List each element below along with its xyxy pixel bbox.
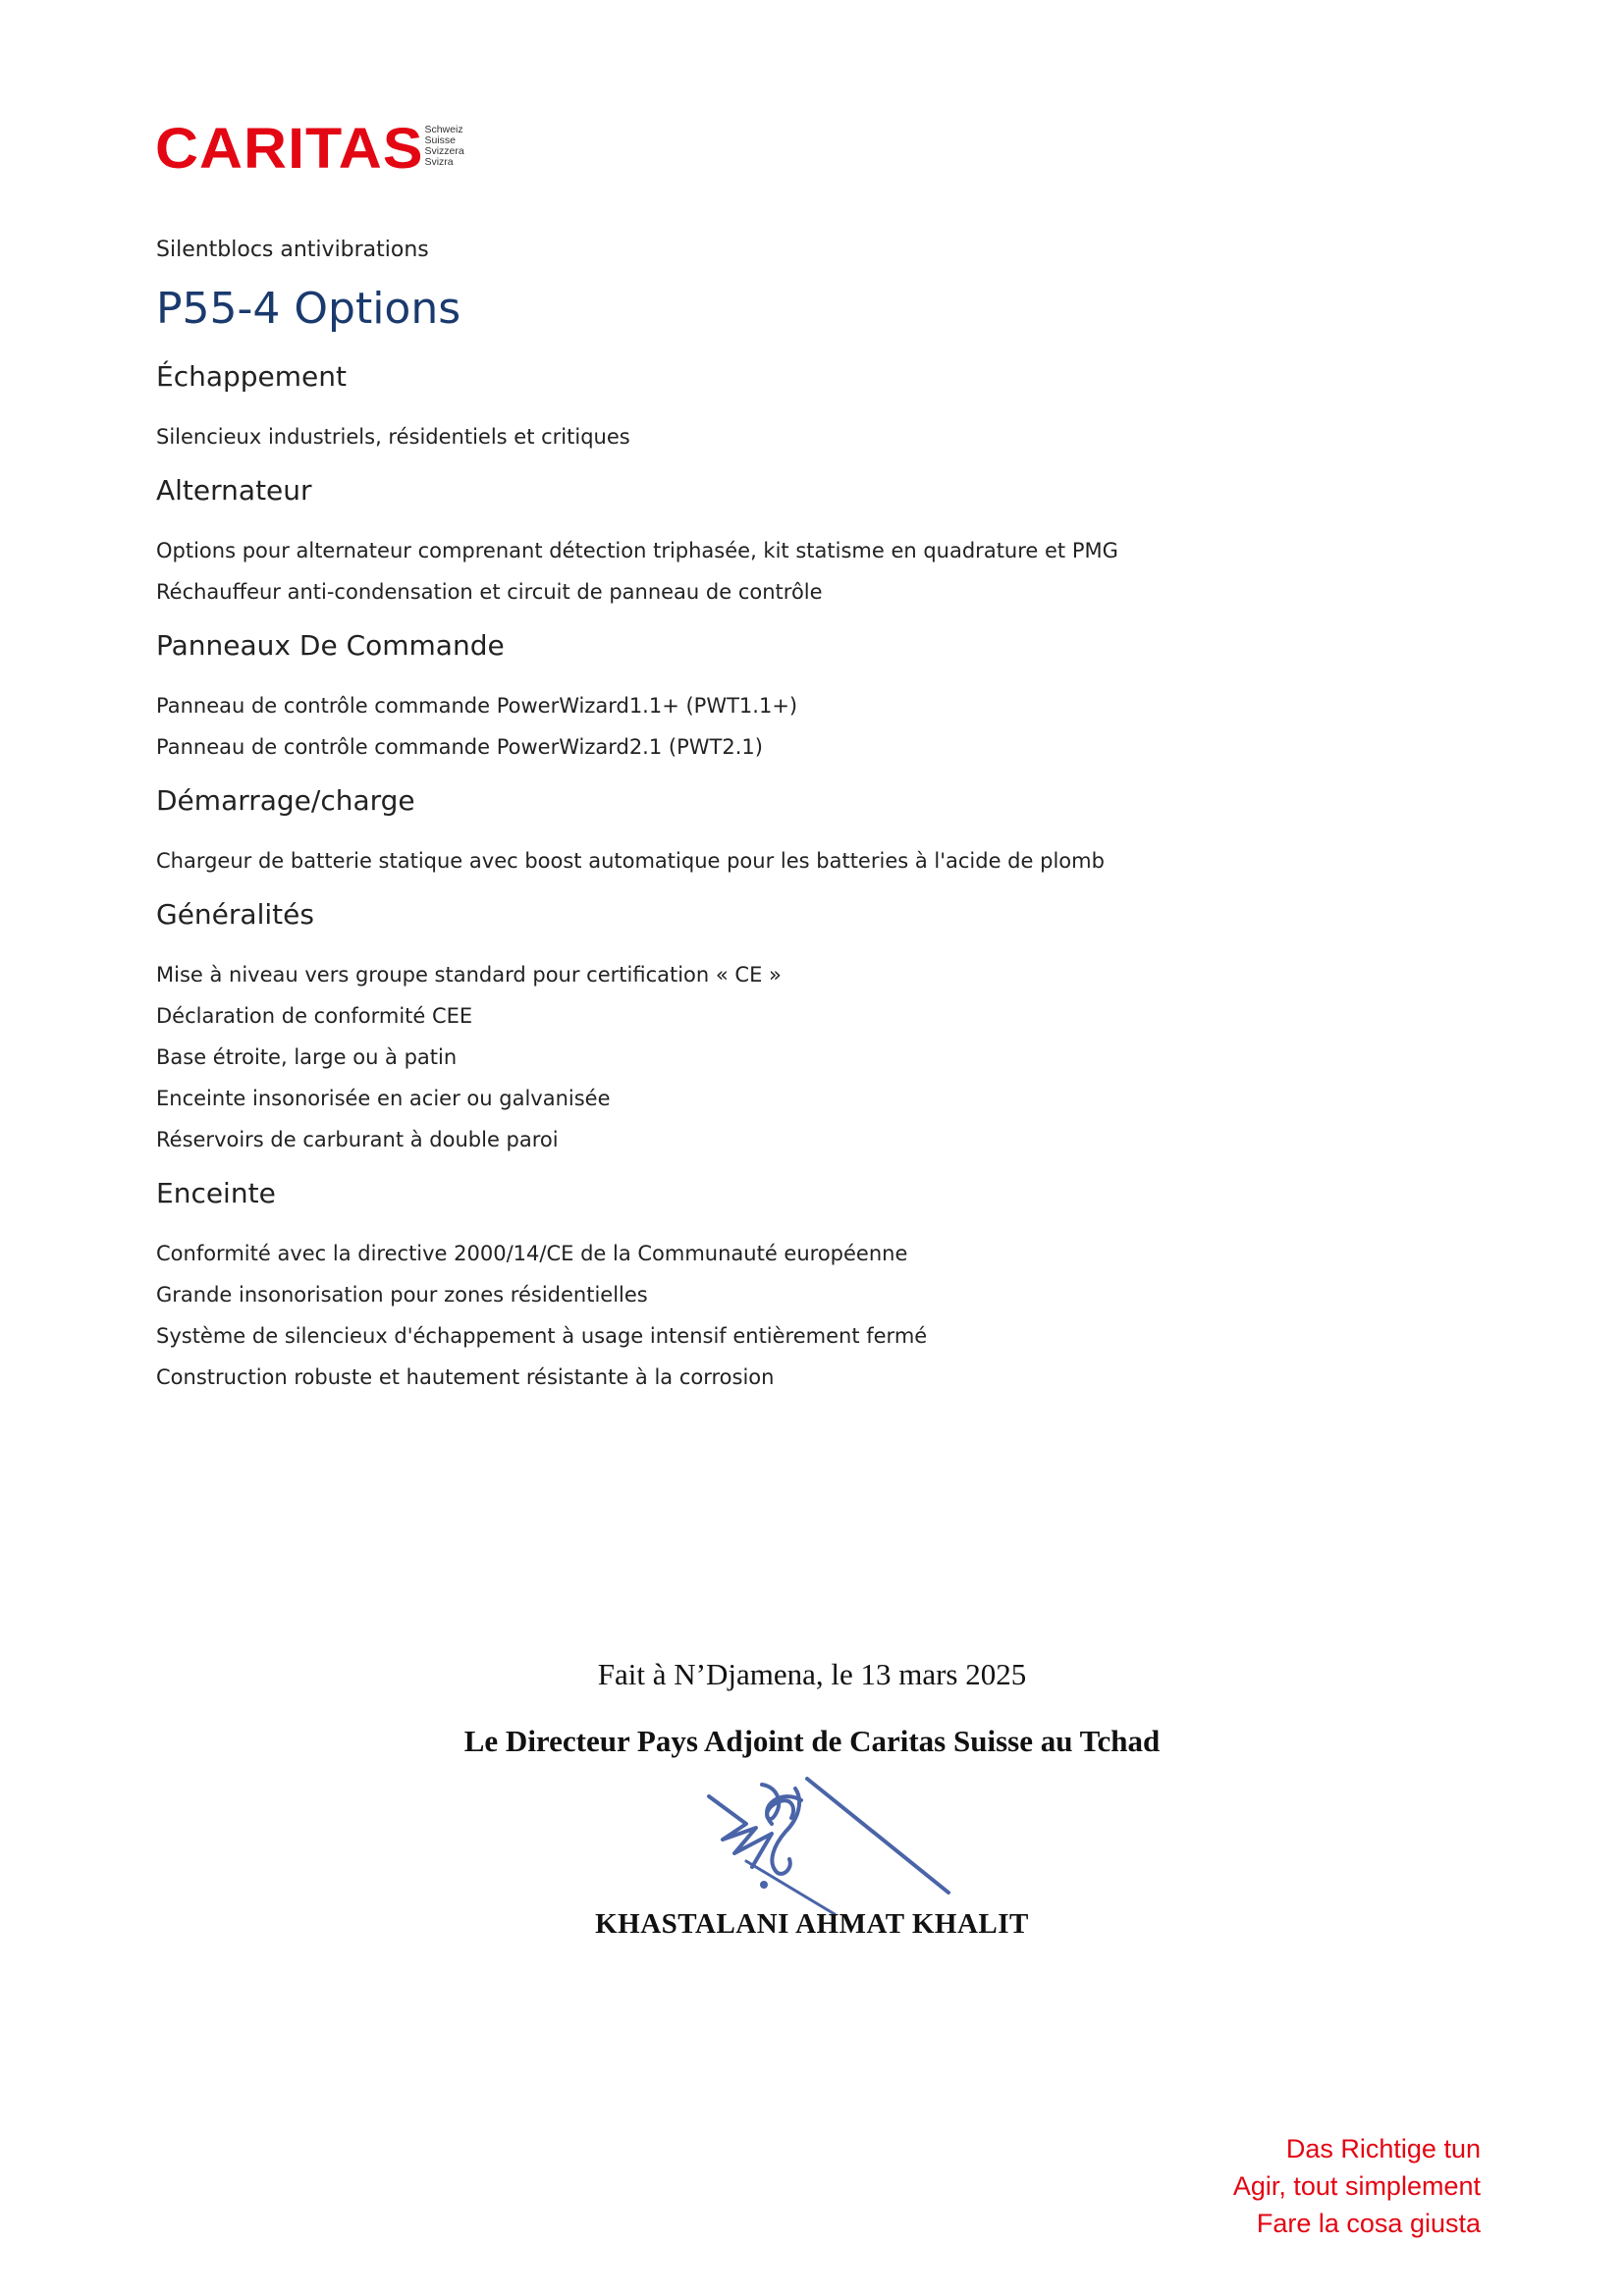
list-item: Réservoirs de carburant à double paroi xyxy=(156,1128,559,1151)
section-heading: Alternateur xyxy=(156,474,312,507)
list-item: Panneau de contrôle commande PowerWizard2.1 (PWT2.1) xyxy=(156,735,763,759)
list-item: Réchauffeur anti-condensation et circuit de panneau de contrôle xyxy=(156,580,823,604)
section-items xyxy=(156,840,1433,881)
list-item: Panneau de contrôle commande PowerWizard1.1+ (PWT1.1+) xyxy=(156,694,798,718)
section xyxy=(156,1176,1433,1398)
section-items xyxy=(156,685,1433,768)
logo-language: Schweiz xyxy=(424,124,463,135)
slogan-it: Fare la cosa giusta xyxy=(1256,2209,1481,2238)
slogan-fr: Agir, tout simplement xyxy=(1232,2171,1481,2201)
section-heading: Généralités xyxy=(156,898,314,931)
section xyxy=(156,783,1433,881)
main-content xyxy=(156,236,1433,1398)
caritas-logo xyxy=(155,117,464,181)
list-item: Système de silencieux d'échappement à usage intensif entièrement fermé xyxy=(156,1324,928,1348)
section-heading: Démarrage/charge xyxy=(156,784,415,817)
section-items xyxy=(156,1233,1433,1398)
logo-language: Svizra xyxy=(424,156,454,168)
section xyxy=(156,897,1433,1160)
list-item: Construction robuste et hautement résistante à la corrosion xyxy=(156,1365,775,1389)
list-item: Mise à niveau vers groupe standard pour certification « CE » xyxy=(156,963,782,987)
list-item: Conformité avec la directive 2000/14/CE de la Communauté européenne xyxy=(156,1242,908,1265)
section-heading: Échappement xyxy=(156,360,347,393)
footer-slogans xyxy=(1233,2130,1481,2242)
list-item: Enceinte insonorisée en acier ou galvanisée xyxy=(156,1087,611,1110)
options-sections xyxy=(156,359,1433,1398)
slogan-de: Das Richtige tun xyxy=(1285,2134,1481,2163)
list-item: Déclaration de conformité CEE xyxy=(156,1004,473,1028)
logo-language: Svizzera xyxy=(424,145,464,157)
section-heading: Enceinte xyxy=(156,1177,276,1209)
section-items xyxy=(156,954,1433,1160)
place-date: Fait à N’Djamena, le 13 mars 2025 xyxy=(597,1657,1027,1691)
list-item: Chargeur de batterie statique avec boost automatique pour les batteries à l'acide de plomb xyxy=(156,849,1105,873)
list-item: Silencieux industriels, résidentiels et critiques xyxy=(156,425,630,449)
section-items xyxy=(156,416,1433,457)
section-heading: Panneaux De Commande xyxy=(156,629,505,662)
list-item: Grande insonorisation pour zones résidentielles xyxy=(156,1283,648,1307)
signatory-name: KHASTALANI AHMAT KHALIT xyxy=(595,1908,1029,1940)
section xyxy=(156,628,1433,768)
section-items xyxy=(156,530,1433,613)
list-item: Options pour alternateur comprenant détection triphasée, kit statisme en quadrature et PMG xyxy=(156,539,1118,562)
list-item: Base étroite, large ou à patin xyxy=(156,1045,458,1069)
signatory-role: Le Directeur Pays Adjoint de Caritas Suisse au Tchad xyxy=(463,1724,1161,1758)
document-title: P55-4 Options xyxy=(156,284,461,334)
document-kicker: Silentblocs antivibrations xyxy=(156,238,429,262)
logo-wordmark: CARITAS xyxy=(155,117,424,181)
logo-language: Suisse xyxy=(424,134,456,146)
logo-languages xyxy=(424,125,463,168)
section xyxy=(156,473,1433,613)
section xyxy=(156,359,1433,457)
